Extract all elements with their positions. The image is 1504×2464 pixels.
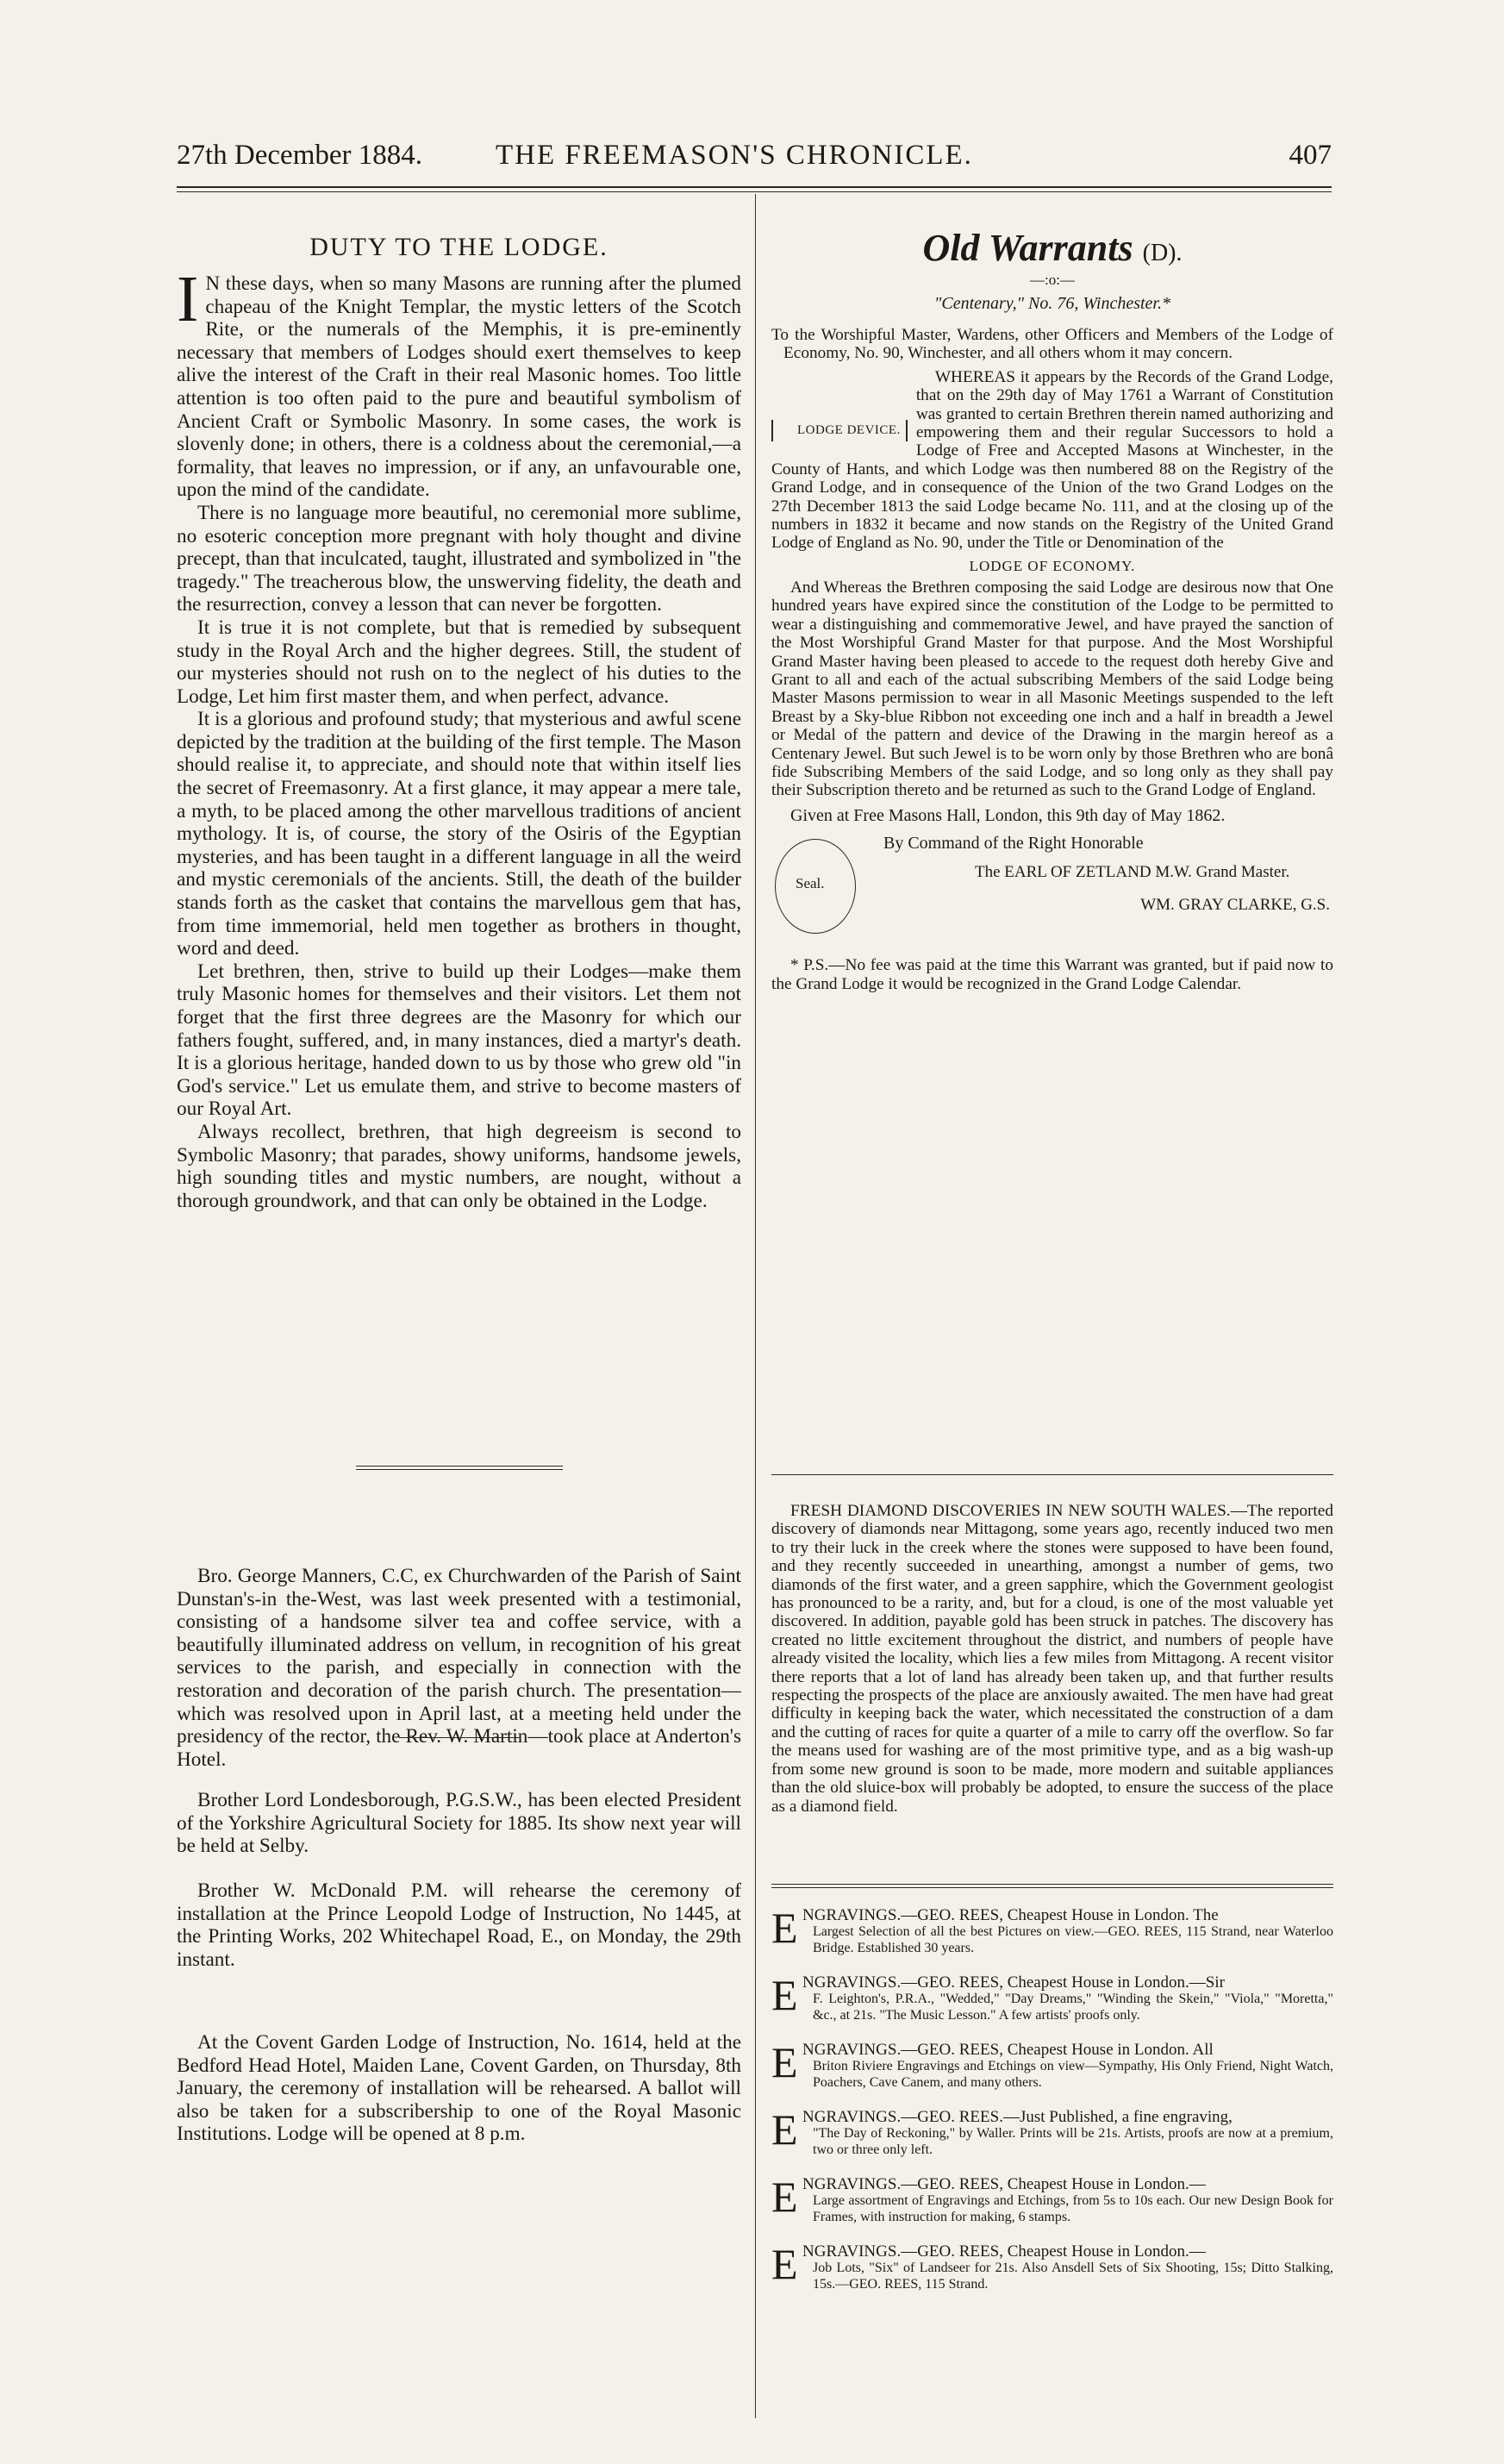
publication-title: THE FREEMASON'S CHRONICLE. (496, 140, 973, 171)
duty-article (177, 233, 741, 1212)
old-warrants-article (771, 226, 1333, 993)
advertisements (771, 1907, 1333, 2311)
advert-initial: E (771, 1971, 798, 2019)
warrant-address: To the Worshipful Master, Wardens, other Officers and Members of the Lodge of Economy, No. 90, Winchester, and all others whom it may concern. (771, 326, 1333, 363)
drop-cap: I (177, 263, 199, 335)
lodge-name: LODGE OF ECONOMY. (969, 557, 1136, 574)
advert: E NGRAVINGS.—GEO. REES.—Just Published, a fine engraving, "The Day of Reckoning," by Waller. Prints will be 21s. Artists, proofs are now at a premium, two or three only left. (771, 2105, 1333, 2157)
warrant-footnote: * P.S.—No fee was paid at the time this Warrant was granted, but if paid now to the Grand Lodge it would be recognized in the Grand Lodge Calendar. (771, 956, 1333, 993)
duty-paragraph: There is no language more beautiful, no ceremonial more sublime, no esoteric conception more pregnant with holy thought and divine precept, than that inculcated, taught, illustrated and symbolized in "the tragedy." The treacherous blow, the unswerving fidelity, the death and the resurrection, convey a lesson that can never be forgotten. (177, 501, 741, 616)
notice-manners: Bro. George Manners, C.C, ex Churchwarden of the Parish of Saint Dunstan's-in the-West, was last week presented with a testimonial, consisting of a handsome silver tea and coffee service, with a beautifully illuminated address on vellum, in recognition of his great services to the parish, and especially in connection with the restoration and decoration of the parish church. The presentation—which was resolved upon in April last, at a meeting held under the presidency of the rector, the Rev. W. Martin—took place at Anderton's Hotel. (177, 1565, 741, 1771)
old-warrants-title: Old Warrants (D). (922, 227, 1183, 269)
duty-title: DUTY TO THE LODGE. (309, 233, 608, 261)
advert-initial: E (771, 2240, 798, 2288)
separator-rule (771, 1474, 1333, 1475)
issue-date: 27th December 1884. (177, 140, 422, 171)
header-rule (177, 186, 1332, 188)
advert-initial: E (771, 1907, 798, 1952)
duty-paragraph: Let brethren, then, strive to build up their Lodges—make them truly Masonic homes for themselves and their visitors. Let them not forget that the first three degrees are the Masonry for which our fathers fought, suffered, and, in many instances, died a martyr's death. It is a glorious heritage, handed down to us by those who grew old "in God's service." Let us emulate them, and strive to become masters of our Royal Art. (177, 960, 741, 1121)
diamonds-article: FRESH DIAMOND DISCOVERIES IN NEW SOUTH WALES.—The reported discovery of diamonds near Mittagong, some years ago, recently induced two men to try their luck in the creek where the stones were supposed to have been found, and they recently succeeded in unearthing, amongst a number of gems, two diamonds of the first water, and a green sapphire, which the Government geologist has pronounced to be a rarity, and, but for a cloud, is one of the most valuable yet discovered. In addition, payable gold has been struck in patches. The discovery has created no little excitement throughout the district, and numbers of people have already visited the locality, which lies a few miles from Mittagong. A recent visitor there reports that a lot of land has already been taken up, and that further results respecting the prospects of the place are anxiously awaited. The men have had great difficulty in keeping back the water, which necessitated the construction of a dam and the cutting of races for quite a quarter of a mile to carry off the overflow. So far the means used for washing are of the most primitive type, and as a big wash-up from some new ground is soon to be made, more modern and suitable appliances than the old sluice-box will probably be adopted, to ensure the success of the place as a diamond field. (771, 1502, 1333, 1816)
advert-initial: E (771, 2038, 798, 2086)
notice-londesborough: Brother Lord Londesborough, P.G.S.W., has been elected President of the Yorkshire Agricultural Society for 1885. Its show next year will be held at Selby. (177, 1789, 741, 1858)
advert: E NGRAVINGS.—GEO. REES, Cheapest House in London. The Largest Selection of all the best Pictures on view.—GEO. REES, 115 Strand, near Waterloo Bridge. Established 30 years. (771, 1907, 1333, 1955)
advert-initial: E (771, 2173, 798, 2221)
warrant-given: Given at Free Masons Hall, London, this 9th day of May 1862. (790, 805, 1226, 825)
grand-master-line: The EARL OF ZETLAND M.W. Grand Master. (975, 863, 1290, 882)
seal-label: Seal. (796, 875, 825, 892)
ornament: —:o:— (1030, 272, 1075, 288)
separator-rule (177, 1737, 741, 1738)
advert-initial: E (771, 2105, 798, 2154)
signature-line: WM. GRAY CLARKE, G.S. (1140, 896, 1330, 915)
column-divider (755, 194, 756, 2418)
running-head (177, 136, 1332, 181)
notice-covent-garden: At the Covent Garden Lodge of Instruction, No. 1614, held at the Bedford Head Hotel, Maiden Lane, Covent Garden, on Thursday, 8th January, the ceremony of installation will be rehearsed. A ballot will also be taken for a subscribership to one of the Royal Masonic Institutions. Lodge will be opened at 8 p.m. (177, 2031, 741, 2146)
advert: E NGRAVINGS.—GEO. REES, Cheapest House in London.— Large assortment of Engravings and Etchings, from 5s to 10s each. Our new Design Book for Frames, with instruction for making, 6 stamps. (771, 2173, 1333, 2224)
header-rule-thin (177, 191, 1332, 192)
duty-paragraph: Always recollect, brethren, that high degreeism is second to Symbolic Masonry; that parades, showy uniforms, handsome jewels, high sounding titles and mystic numbers, are nought, without a thorough groundwork, and that can only be obtained in the Lodge. (177, 1120, 741, 1212)
duty-paragraph: It is true it is not complete, but that is remedied by subsequent study in the Royal Arch and the higher degrees. Still, the student of our mysteries should not rush on to the neglect of his duties to the Lodge, Let him first master them, and when perfect, advance. (177, 616, 741, 708)
warrant-and-whereas: And Whereas the Brethren composing the said Lodge are desirous now that One hundred years have expired since the constitution of the Lodge to be permitted to wear a distinguishing and commemorative Jewel, and have prayed the sanction of the Most Worshipful Grand Master for that purpose. And the Most Worshipful Grand Master having been pleased to accede to the request doth hereby Give and Grant to all and each of the actual subscribing Members of the said Lodge being Master Masons permission to wear in all Masonic Meetings suspended to the left Breast by a Sky-blue Ribbon not exceeding one inch and a half in breadth a Jewel or Medal of the pattern and device of the Drawing in the margin hereof as a Centenary Jewel. But such Jewel is to be worn only by those Brethren who are bonâ fide Subscribing Members of the said Lodge, and so long only as they shall pay their Subscription thereto and be returned as such to the Grand Lodge of England. (771, 578, 1333, 800)
notice-mcdonald: Brother W. McDonald P.M. will rehearse the ceremony of installation at the Prince Leopold Lodge of Instruction, No 1445, at the Printing Works, 202 Whitechapel Road, E., on Monday, the 29th instant. (177, 1879, 741, 1971)
duty-paragraph: It is a glorious and profound study; that mysterious and awful scene depicted by the tradition at the building of the first temple. The Mason should realise it, to appreciate, and should note that within itself lies the secret of Freemasonry. At a first glance, it may appear a mere tale, a myth, to be placed among the other marvellous traditions of ancient mythology. It is, of course, the story of the Osiris of the Egyptian mysteries, and has been taught in a different language in all the weird and mystic ceremonials of the ancients. Still, the death of the builder stands forth as the casket that contains the marvellous gem that has, from time immemorial, held men together as brothers in thought, word and deed. (177, 708, 741, 960)
page-number: 407 (1289, 140, 1332, 171)
separator-rule (771, 1884, 1333, 1888)
advert: E NGRAVINGS.—GEO. REES, Cheapest House in London.—Sir F. Leighton's, P.R.A., "Wedded," "Day Dreams," "Winding the Skein," "Viola," "Moretta," &c., at 21s. "The Music Lesson." A few artists' proofs only. (771, 1971, 1333, 2023)
seal-block (771, 834, 1333, 937)
separator-rule (177, 1466, 741, 1470)
lodge-device-box: LODGE DEVICE. (771, 420, 908, 441)
advert: E NGRAVINGS.—GEO. REES, Cheapest House in London.— Job Lots, "Six" of Landseer for 21s. Also Ansdell Sets of Six Shooting, 15s; Ditto Stalking, 15s.—GEO. REES, 115 Strand. (771, 2240, 1333, 2292)
centenary-heading: "Centenary," No. 76, Winchester.* (934, 294, 1170, 313)
advert: E NGRAVINGS.—GEO. REES, Cheapest House in London. All Briton Riviere Engravings and Etchings on view—Sympathy, His Only Friend, Night Watch, Poachers, Cave Canem, and many others. (771, 2038, 1333, 2090)
warrant-whereas: LODGE DEVICE. WHEREAS it appears by the Records of the Grand Lodge, that on the 29th day of May 1761 a Warrant of Constitution was granted to certain Brethren therein named authorizing and empowering them and their regular Successors to hold a Lodge of Free and Accepted Masons at Winchester, in the County of Hants, and which Lodge was then numbered 88 on the Registry of the Grand Lodge, and in consequence of the Union of the two Grand Lodges on the 27th December 1813 the said Lodge became No. 111, and at the closing up of the numbers in 1832 it became and now stands on the Registry of the United Grand Lodge of England as No. 90, under the Title or Denomination of the (771, 367, 1333, 553)
command-line: By Command of the Right Honorable (883, 834, 1144, 854)
duty-paragraph: I N these days, when so many Masons are running after the plumed chapeau of the Knight Templar, the mystic letters of the Scotch Rite, or the numerals of the Memphis, it is pre-eminently necessary that members of Lodges should exert themselves to keep alive the interest of the Craft in their real Masonic homes. Too little attention is too often paid to the pure and beautiful symbolism of Ancient Craft or Symbolic Masonry. In some cases, the work is slovenly done; in others, there is a coldness about the ceremonial,—a formality, that leaves no impression, or if any, an unfavourable one, upon the mind of the candidate. (177, 263, 741, 502)
